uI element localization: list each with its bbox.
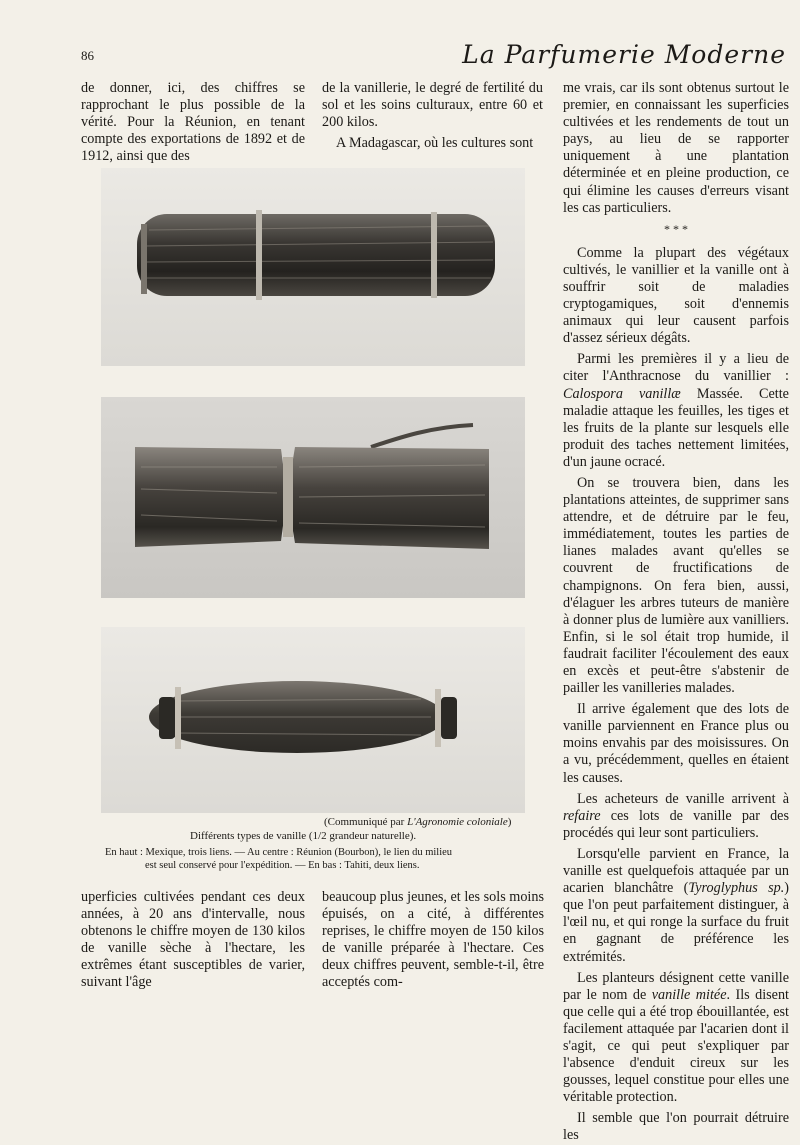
- bundle-tie: [431, 212, 437, 298]
- page-number: 86: [81, 48, 94, 63]
- caption-line: est seul conservé pour l'expédition. — En bas : Tahiti, deux liens.: [145, 860, 420, 871]
- source-title: L'Agronomie coloniale: [407, 816, 508, 828]
- loose-pod: [371, 425, 473, 447]
- figure-caption-title: Différents types de vanille (1/2 grandeur naturelle).: [190, 830, 417, 842]
- paragraph: [563, 351, 789, 471]
- journal-masthead: La Parfumerie Moderne: [462, 40, 786, 69]
- text-run: Lorsqu'elle parvient en France, la vanille est quelquefois attaquée par un acarien blanchâtre (: [563, 845, 789, 897]
- pod-ends: [159, 697, 175, 739]
- caption-line: En haut : Mexique, trois liens. — Au centre : Réunion (Bourbon), le lien du milieu: [105, 847, 453, 858]
- text-run: ces lots de vanille par des procédés qui leur sont particuliers.: [563, 807, 789, 841]
- figure-caption-detail: [105, 846, 505, 872]
- middle-column-top: [322, 80, 543, 150]
- vanilla-bundle-photo-tahiti: [101, 627, 525, 813]
- left-column-bottom: [81, 889, 305, 991]
- vanilla-bundle-reunion-image: [101, 397, 525, 598]
- photo-credit: [324, 816, 511, 828]
- paragraph: Comme la plupart des végétaux cultivés, le vanillier et la vanille ont à souffrir soit de maladies cryptogamiques, soit d'ennemis animaux qui leur causent parfois d'assez sérieux dégâts.: [563, 244, 789, 347]
- text-run: ) que l'on peut parfaitement distinguer, à l'œil nu, et qui ronge la surface du fruit en gagnant de préférence les extrémités.: [563, 880, 789, 965]
- bundle-tie: [141, 224, 147, 294]
- paragraph: On se trouvera bien, dans les plantations atteintes, de supprimer sans attendre, et de détruire par le feu, immédiatement, toutes les parties de lianes malades avant qu'elles se couvrent de fructifications de champignons. On fera bien, aussi, d'élaguer les arbres tuteurs de manière à donner plus de lumière aux vanilliers. Enfin, si le sol était trop humide, il faudrait faciliter l'écoulement des eaux en excès et peut-être s'abstenir de pailler les vanilleries malades.: [563, 474, 789, 697]
- section-separator: * * *: [664, 221, 688, 236]
- vanilla-bundle: [287, 447, 489, 549]
- vanilla-bundle-photo-mexico: [101, 168, 525, 366]
- middle-column-bottom: [322, 889, 544, 991]
- pod-ends: [441, 697, 457, 739]
- bundle-tie: [256, 210, 262, 300]
- right-column: [563, 80, 789, 1144]
- paragraph: me vrais, car ils sont obtenus surtout le premier, en connaissant les superficies cultivées et les rendements de tout un pays, au lieu de se rapporter uniquement à une plantation déterminée et en pleine production, ce qui élimine les causes d'erreurs visant les cas particuliers.: [563, 80, 789, 216]
- paragraph: [563, 970, 789, 1107]
- paragraph: uperficies cultivées pendant ces deux années, à 20 ans d'intervalle, nous obtenons le chiffre moyen de 130 kilos de vanille sèche à l'hectare, les extrêmes étant susceptibles de varier, suivant l'âge: [81, 889, 305, 991]
- text-run: (Communiqué par: [324, 816, 408, 828]
- paragraph: de la vanillerie, le degré de fertilité du sol et les soins culturaux, entre 60 et 200 kilos.: [322, 80, 543, 131]
- paragraph: Il arrive également que des lots de vanille parviennent en France plus ou moins envahis par des moisissures. On a vu, précédemment, quelles en étaient les causes.: [563, 701, 789, 786]
- paragraph: A Madagascar, où les cultures sont: [336, 135, 534, 152]
- text-run: . Ils disent que celle qui a été trop ébouillantée, est facilement attaquée par l'acarien dont il s'agit, ce qui peut s'expliquer par l'absence d'enduit cireux sur les gousses, lequel constitue pour elles une véritable protection.: [563, 986, 789, 1106]
- text-run: Les planteurs désignent cette vanille par le nom de: [563, 969, 789, 1003]
- paragraph: [563, 846, 789, 966]
- species-name: Calospora vanillæ: [563, 385, 681, 402]
- text-run: Massée. Cette maladie attaque les feuilles, les tiges et les fruits de la plante sur lesquels elle produit des taches nettement limitées, d'un jaune ocracé.: [563, 385, 789, 470]
- italic-term: vanille mitée: [651, 986, 727, 1003]
- text-run: ): [507, 816, 512, 828]
- italic-term: refaire: [563, 807, 601, 824]
- bundle-tie: [175, 687, 181, 749]
- paragraph: beaucoup plus jeunes, et les sols moins épuisés, on a cité, à différentes reprises, le chiffre moyen de 150 kilos de vanille préparée à l'hectare. Ces deux chiffres peuvent, semble-t-il, être acceptés com-: [322, 889, 544, 991]
- vanilla-bundle: [135, 447, 287, 547]
- paragraph: Il semble que l'on pourrait détruire les: [563, 1110, 789, 1144]
- text-run: Parmi les premières il y a lieu de citer l'Anthracnose du vanillier :: [563, 351, 789, 385]
- vanilla-bundle-mexico-image: [101, 168, 525, 366]
- vanilla-bundle-photo-reunion: [101, 397, 525, 598]
- species-name: Tyroglyphus sp.: [688, 880, 785, 897]
- vanilla-bundle-tahiti-image: [101, 627, 525, 813]
- text-run: Les acheteurs de vanille arrivent à: [577, 790, 789, 807]
- bundle-tie: [283, 457, 293, 537]
- paragraph: de donner, ici, des chiffres se rapprochant le plus possible de la vérité. Pour la Réunion, en tenant compte des exportations de 1892 et de 1912, ainsi que des: [81, 80, 305, 165]
- paragraph: [563, 791, 789, 842]
- left-column-top: [81, 80, 305, 165]
- bundle-tie: [435, 689, 441, 747]
